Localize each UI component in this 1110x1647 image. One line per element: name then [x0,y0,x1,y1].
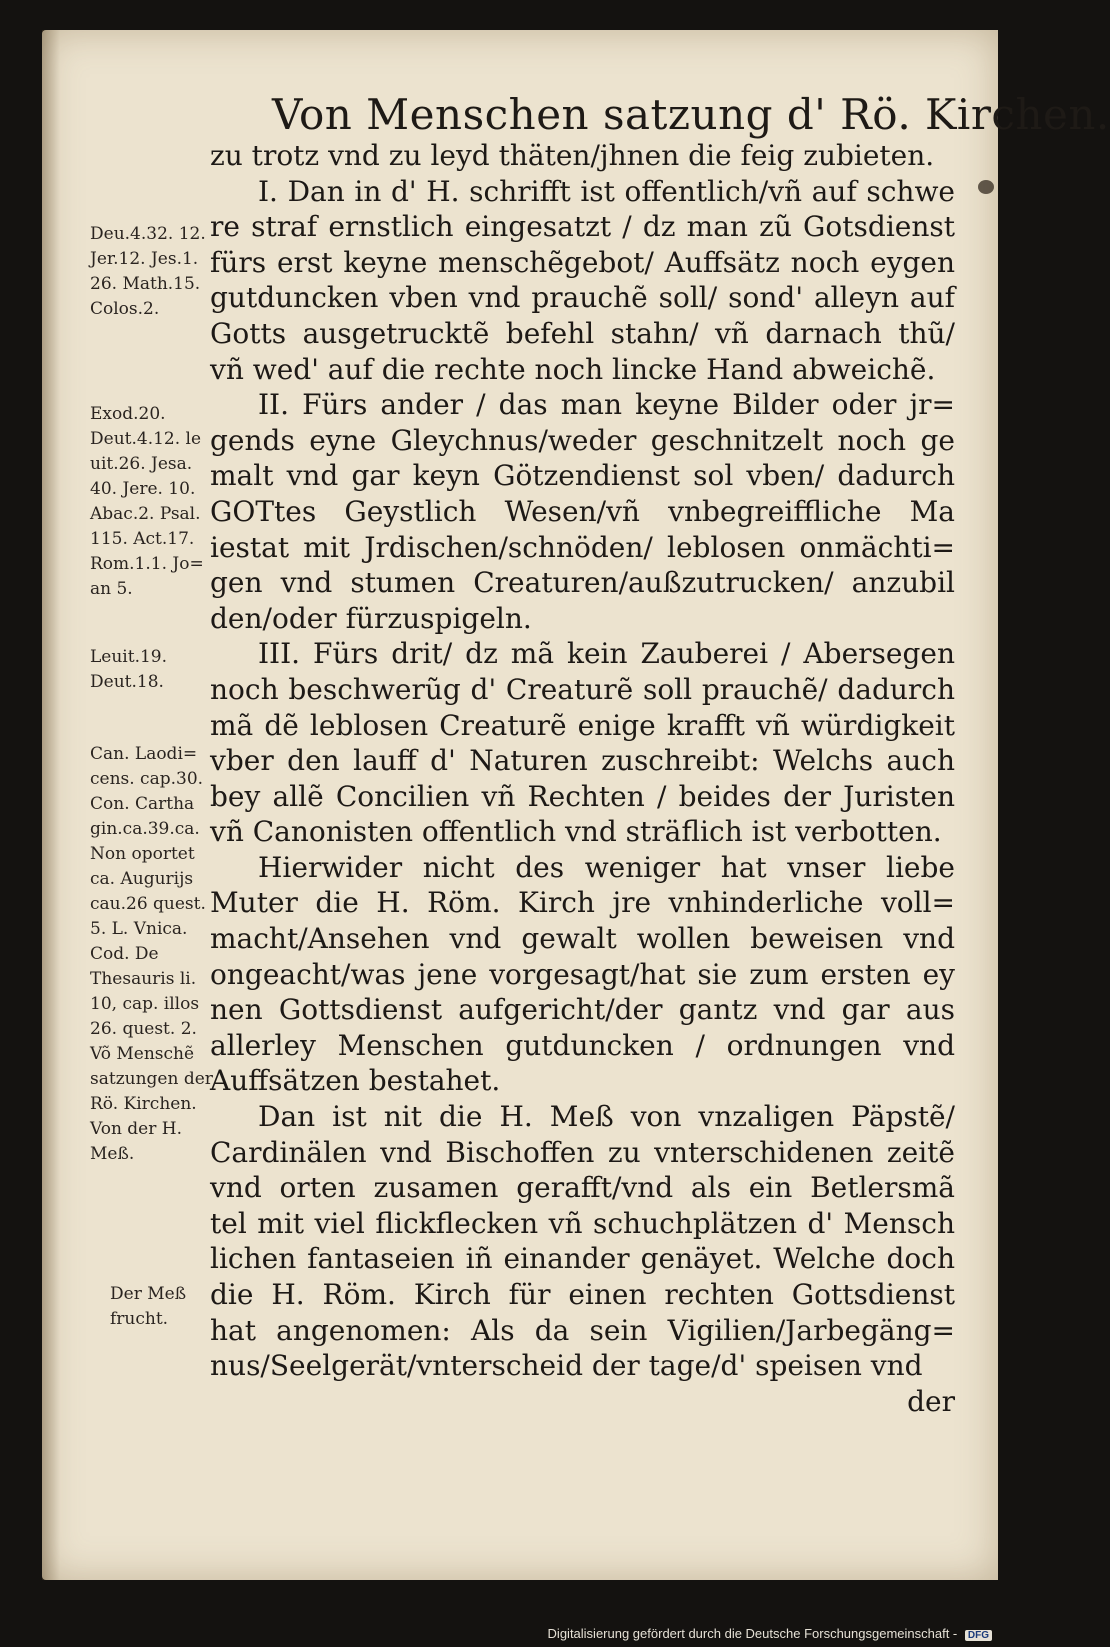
margin-note-line: Der Meß [110,1284,187,1304]
margin-note-line: Deut.18. [90,672,164,692]
text-line: malt vnd gar keyn Götzendienst sol vben/ dadurch [210,459,955,493]
margin-note-line: frucht. [110,1309,169,1329]
margin-note-line: Jer.12. Jes.1. [90,249,199,269]
text-line: lichen fantaseien iñ einander genäyet. Welche doch [210,1242,955,1276]
margin-note-line: 26. Math.15. [90,274,201,294]
text-line: fürs erst keyne menschẽgebot/ Auffsätz noch eygen [210,245,955,279]
margin-note-canon-law [90,742,240,1042]
book-page [42,30,1110,1580]
text-line: iestat mit Jrdischen/schnöden/ leblosen onmächti= [210,530,955,564]
text-line: Muter die H. Röm. Kirch jre vnhinderliche voll= [210,886,955,920]
text-line: GOTtes Geystlich Wesen/vñ vnbegreiffliche Ma [210,494,955,528]
ink-stain [978,180,994,194]
margin-note-line: gin.ca.39.ca. [90,819,200,839]
margin-note-mass-fruit [110,1282,260,1332]
margin-note-line: 26. quest. 2. [90,1019,197,1039]
digitization-footer [548,1626,992,1641]
margin-note-line: Meß. [90,1144,135,1164]
margin-note-line: Con. Cartha [90,794,195,814]
margin-note-line: Rö. Kirchen. [90,1094,197,1114]
margin-note-line: ca. Augurijs [90,869,194,889]
text-line: III. Fürs drit/ dz mã kein Zauberei / Abersegen [258,637,955,671]
text-line: Auffsätzen bestahet. [210,1064,501,1098]
margin-note-line: Abac.2. Psal. [90,504,201,524]
text-line: re straf ernstlich eingesatzt / dz man zũ Gotsdienst [210,210,955,244]
margin-note-line: Von der H. [90,1119,183,1139]
margin-note-line: 10, cap. illos [90,994,200,1014]
margin-note-section-title [90,1042,240,1167]
text-line: II. Fürs ander / das man keyne Bilder oder jr= [258,388,955,422]
margin-note-line: cau.26 quest. [90,894,206,914]
text-line: gends eyne Gleychnus/weder geschnitzelt noch ge [210,423,955,457]
text-line: I. Dan in d' H. schrifft ist offentlich/vñ auf schwe [258,174,955,208]
margin-note-scripture-3 [90,645,240,695]
margin-note-line: Leuit.19. [90,647,168,667]
text-line: gen vnd stumen Creaturen/außzutrucken/ anzubil [210,566,955,600]
text-line: nen Gottsdienst aufgericht/der gantz vnd gar aus [210,993,955,1027]
margin-note-line: Rom.1.1. Jo= [90,554,204,574]
margin-note-line: Cod. De [90,944,159,964]
running-head: Von Menschen satzung d' Rö. Kirchen. [272,90,1110,139]
dfg-logo: DFG [965,1630,992,1641]
margin-note-line: 115. Act.17. [90,529,195,549]
margin-note-line: Can. Laodi= [90,744,198,764]
text-line: der [907,1384,955,1418]
body-text [210,138,955,1419]
text-line: mã dẽ leblosen Creaturẽ enige krafft vñ würdigkeit [210,708,955,742]
page-spine-shadow [42,30,60,1580]
text-line: bey allẽ Concilien vñ Rechten / beides der Juristen [210,779,955,813]
text-line: vber den lauff d' Naturen zuschreibt: Welchs auch [210,744,955,778]
text-line: vñ Canonisten offentlich vnd sträflich ist verbotten. [210,815,942,849]
text-line: vnd orten zusamen gerafft/vnd als ein Betlersmã [210,1171,955,1205]
margin-note-line: 40. Jere. 10. [90,479,196,499]
text-line: hat angenomen: Als da sein Vigilien/Jarbegäng= [210,1313,955,1347]
margin-note-line: Colos.2. [90,299,160,319]
text-line: allerley Menschen gutduncken / ordnungen vnd [210,1028,955,1062]
text-line: Cardinälen vnd Bischoffen zu vnterschidenen zeitẽ [210,1135,955,1169]
margin-note-line: cens. cap.30. [90,769,204,789]
margin-note-line: satzungen der [90,1069,213,1089]
margin-note-line: Non oportet [90,844,195,864]
text-line: macht/Ansehen vnd gewalt wollen beweisen vnd [210,922,955,956]
margin-note-line: Deu.4.32. 12. [90,224,206,244]
margin-note-line: Thesauris li. [90,969,197,989]
margin-note-line: Võ Menschẽ [90,1044,195,1064]
margin-note-line: uit.26. Jesa. [90,454,193,474]
text-line: zu trotz vnd zu leyd thäten/jhnen die feig zubieten. [210,139,935,172]
margin-note-line: Deut.4.12. le [90,429,202,449]
text-line: noch beschwerũg d' Creaturẽ soll prauchẽ/ dadurch [210,672,955,706]
text-line: Dan ist nit die H. Meß von vnzaligen Päpstẽ/ [258,1100,955,1134]
text-line: vñ wed' auf die rechte noch lincke Hand abweichẽ. [210,352,936,386]
margin-note-scripture-1 [90,222,240,322]
margin-note-scripture-2 [90,402,240,602]
text-line: gutduncken vben vnd prauchẽ soll/ sond' alleyn auf [210,281,955,315]
footer-credit: Digitalisierung gefördert durch die Deutsche Forschungsgemeinschaft - [547,1626,958,1641]
text-line: nus/Seelgerät/vnterscheid der tage/d' speisen vnd [210,1349,923,1383]
text-line: Hierwider nicht des weniger hat vnser liebe [258,850,955,884]
text-line: tel mit viel flickflecken vñ schuchplätzen d' Mensch [210,1206,955,1240]
margin-note-line: 5. L. Vnica. [90,919,188,939]
text-line: ongeacht/was jene vorgesagt/hat sie zum ersten ey [210,957,955,991]
text-line: die H. Röm. Kirch für einen rechten Gottsdienst [210,1278,955,1311]
margin-note-line: Exod.20. [90,404,166,424]
text-line: den/oder fürzuspigeln. [210,601,532,635]
text-line: Gotts ausgetrucktẽ befehl stahn/ vñ darnach thũ/ [210,316,955,350]
margin-note-line: an 5. [90,579,133,599]
